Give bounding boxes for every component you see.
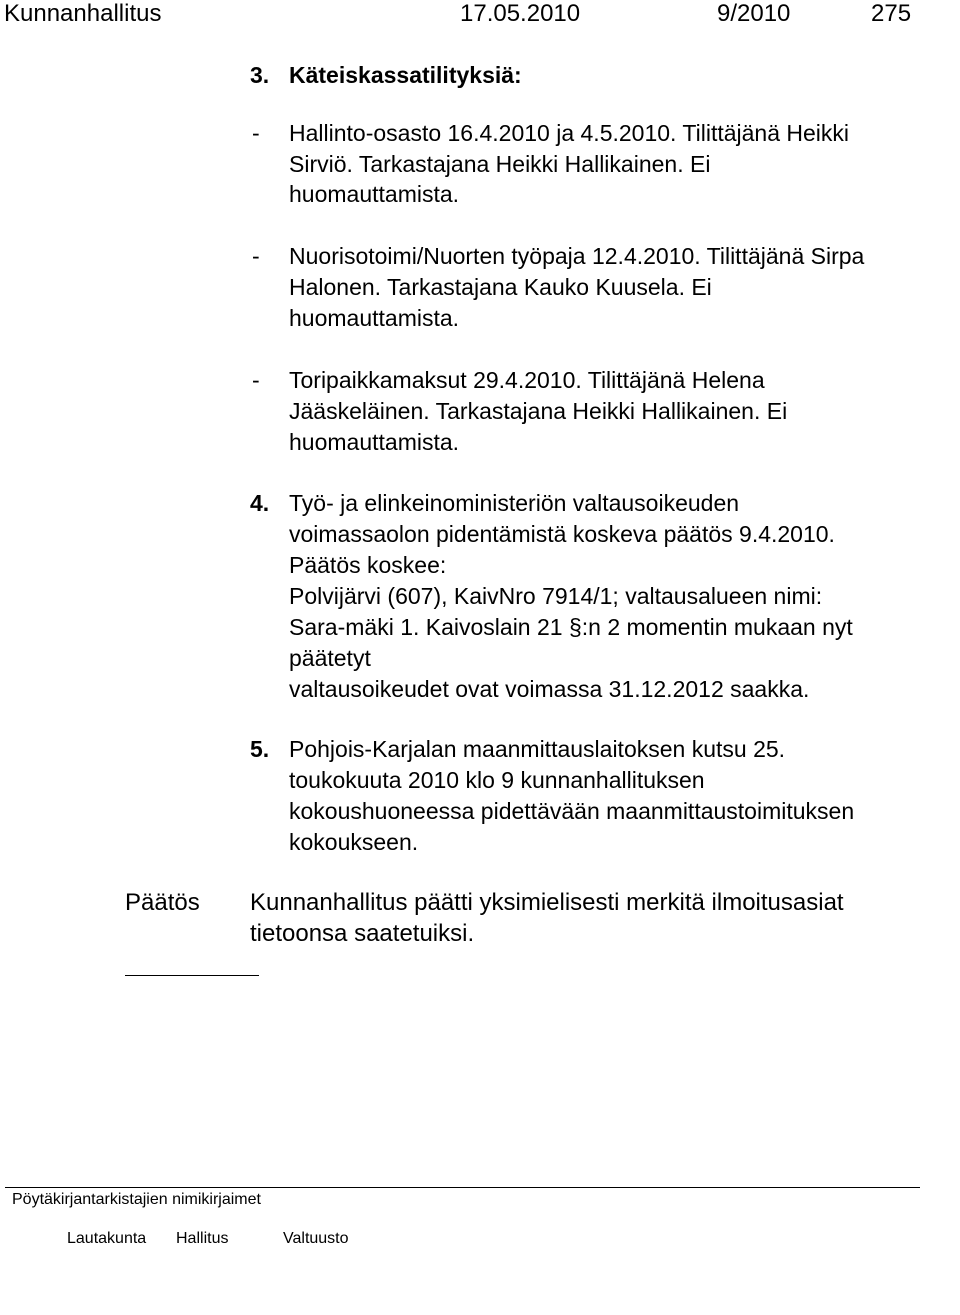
- section4-line: päätetyt: [289, 645, 371, 671]
- list-dash: -: [252, 120, 260, 146]
- decision-underline: [125, 975, 259, 976]
- header-page-number: 275: [871, 0, 912, 27]
- list-item-line: Nuorisotoimi/Nuorten työpaja 12.4.2010. Tilittäjänä Sirpa: [289, 243, 865, 269]
- footer-divider: [5, 1187, 920, 1188]
- section5-line: Pohjois-Karjalan maanmittauslaitoksen kutsu 25.: [289, 736, 786, 762]
- header-org: Kunnanhallitus: [4, 0, 162, 27]
- section5-number: 5.: [250, 736, 270, 762]
- footer-title: Pöytäkirjantarkistajien nimikirjaimet: [12, 1191, 261, 1208]
- list-item-line: huomauttamista.: [289, 305, 460, 331]
- list-item-line: Hallinto-osasto 16.4.2010 ja 4.5.2010. Tilittäjänä Heikki: [289, 120, 850, 146]
- section4-line: Sara-mäki 1. Kaivoslain 21 §:n 2 momentin mukaan nyt: [289, 614, 853, 640]
- section5-line: kokoukseen.: [289, 829, 419, 855]
- footer-label-hallitus: Hallitus: [176, 1230, 229, 1247]
- header-date: 17.05.2010: [460, 0, 581, 27]
- decision-line: tietoonsa saatetuiksi.: [250, 920, 475, 947]
- decision-line: Kunnanhallitus päätti yksimielisesti merkitä ilmoitusasiat: [250, 889, 844, 916]
- decision-label: Päätös: [125, 889, 200, 916]
- section4-line: valtausoikeudet ovat voimassa 31.12.2012 saakka.: [289, 676, 810, 702]
- list-item-line: Jääskeläinen. Tarkastajana Heikki Hallikainen. Ei: [289, 398, 788, 424]
- list-item-line: Halonen. Tarkastajana Kauko Kuusela. Ei: [289, 274, 712, 300]
- list-dash: -: [252, 367, 260, 393]
- section4-line: Päätös koskee:: [289, 552, 447, 578]
- section5-line: kokoushuoneessa pidettävään maanmittaustoimituksen: [289, 798, 855, 824]
- section4-number: 4.: [250, 490, 270, 516]
- section4-line: Polvijärvi (607), KaivNro 7914/1; valtausalueen nimi:: [289, 583, 823, 609]
- section4-line: voimassaolon pidentämistä koskeva päätös 9.4.2010.: [289, 521, 835, 547]
- list-item-line: Sirviö. Tarkastajana Heikki Hallikainen. Ei: [289, 151, 711, 177]
- list-item-line: huomauttamista.: [289, 429, 460, 455]
- header-meeting: 9/2010: [717, 0, 791, 27]
- list-item-line: Toripaikkamaksut 29.4.2010. Tilittäjänä Helena: [289, 367, 765, 393]
- section3-number: 3.: [250, 62, 270, 88]
- list-dash: -: [252, 243, 260, 269]
- list-item-line: huomauttamista.: [289, 181, 460, 207]
- footer-label-lautakunta: Lautakunta: [67, 1230, 147, 1247]
- section3-title: Käteiskassatilityksiä:: [289, 62, 522, 88]
- section4-line: Työ- ja elinkeinoministeriön valtausoikeuden: [289, 490, 740, 516]
- footer-label-valtuusto: Valtuusto: [283, 1230, 349, 1247]
- section5-line: toukokuuta 2010 klo 9 kunnanhallituksen: [289, 767, 705, 793]
